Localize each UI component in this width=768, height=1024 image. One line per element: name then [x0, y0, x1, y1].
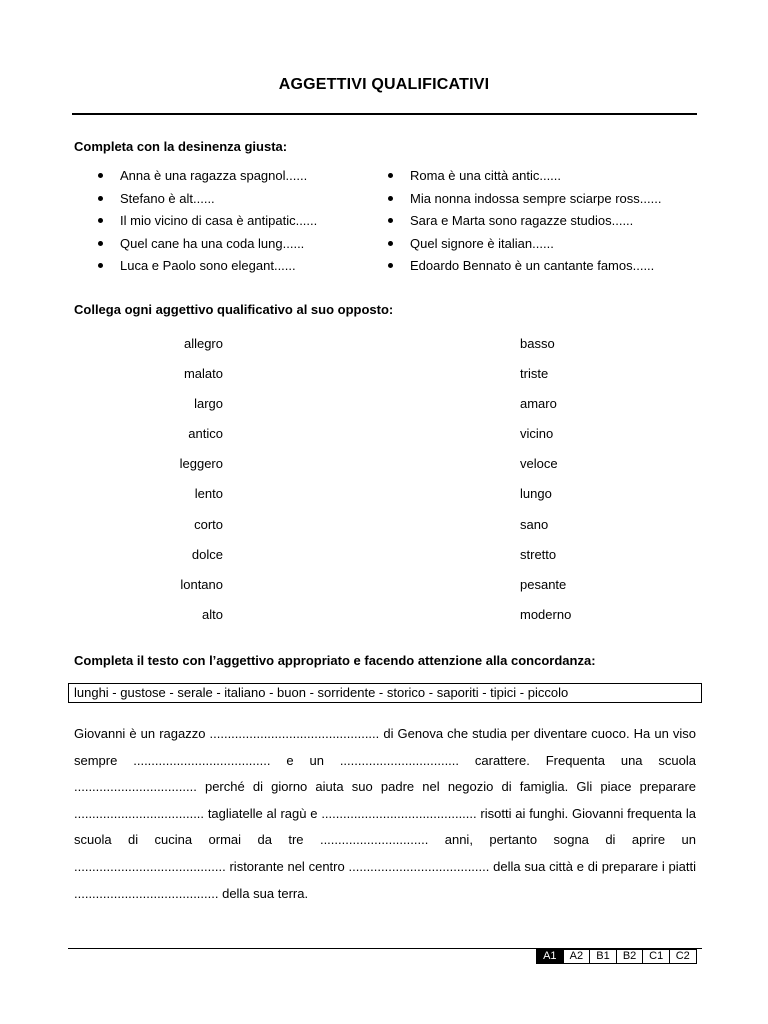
adjective-left: lontano: [180, 576, 223, 592]
adjective-right: triste: [520, 366, 549, 382]
adjective-left: malato: [183, 366, 223, 382]
level-a2: A2: [563, 949, 591, 964]
adjective-left: leggero: [179, 456, 223, 472]
section1-left-list: [96, 168, 317, 281]
list-item: Roma è una città antic......: [386, 168, 661, 191]
adjective-left: alto: [202, 606, 223, 622]
level-a1: A1: [536, 949, 564, 964]
adjective-left: allegro: [183, 336, 223, 351]
adjective-right: stretto: [520, 546, 557, 562]
list-item: Mia nonna indossa sempre sciarpe ross......: [386, 191, 661, 214]
level-b1: B1: [589, 949, 617, 964]
adjective-right: veloce: [520, 456, 558, 472]
list-item: Edoardo Bennato è un cantante famos......: [386, 258, 661, 281]
list-item: Sara e Marta sono ragazze studios......: [386, 213, 661, 236]
list-item: Luca e Paolo sono elegant......: [96, 258, 317, 281]
adjective-left: corto: [194, 516, 223, 532]
adjective-right: sano: [520, 516, 549, 532]
level-indicator: [537, 949, 697, 964]
adjective-left: largo: [194, 396, 223, 412]
list-item: Stefano è alt......: [96, 191, 317, 214]
title-divider: [72, 113, 697, 115]
adjective-right: basso: [520, 336, 555, 351]
adjective-left: antico: [188, 426, 223, 442]
section1-right-list: [386, 168, 661, 281]
list-item: Anna è una ragazza spagnol......: [96, 168, 317, 191]
level-c2: C2: [669, 949, 697, 964]
adjective-right: moderno: [520, 606, 572, 622]
adjective-right: lungo: [520, 486, 552, 502]
adjective-right: pesante: [520, 576, 567, 592]
adjectives-right-column: [520, 336, 571, 637]
section3-heading: Completa il testo con l’aggettivo appropriato e facendo attenzione alla concordanza:: [74, 653, 596, 668]
adjective-right: vicino: [520, 426, 554, 442]
list-item: Quel signore è italian......: [386, 236, 661, 259]
adjective-left: dolce: [191, 546, 223, 562]
adjectives-left-column: [120, 336, 223, 637]
level-b2: B2: [616, 949, 644, 964]
cloze-paragraph: Giovanni è un ragazzo ............................................... di Genova che studia per diventare cuoco. Ha un viso sempre ...................................... e un ................................. carattere. Frequenta una scuola .................................. perché di giorno aiuta suo padre nel negozio di famiglia. Gli piace preparare .................................... tagliatelle al ragù e ........................................... risotti ai funghi. Giovanni frequenta la scuola di cucina ormai da tre .............................. anni, pertanto sogna di aprire un .......................................... ristorante nel centro ....................................... della sua città e di preparare i piatti ........................................ della sua terra.: [74, 726, 696, 901]
adjective-left: lento: [194, 486, 223, 502]
section1-heading: Completa con la desinenza giusta:: [74, 139, 288, 154]
list-item: Quel cane ha una coda lung......: [96, 236, 317, 259]
adjective-right: amaro: [520, 396, 557, 412]
list-item: Il mio vicino di casa è antipatic......: [96, 213, 317, 236]
section2-heading: Collega ogni aggettivo qualificativo al suo opposto:: [74, 302, 394, 317]
word-bank-box: lunghi - gustose - serale - italiano - buon - sorridente - storico - saporiti - tipici - piccolo: [68, 683, 702, 703]
page-title: AGGETTIVI QUALIFICATIVI: [278, 76, 490, 93]
level-c1: C1: [642, 949, 670, 964]
